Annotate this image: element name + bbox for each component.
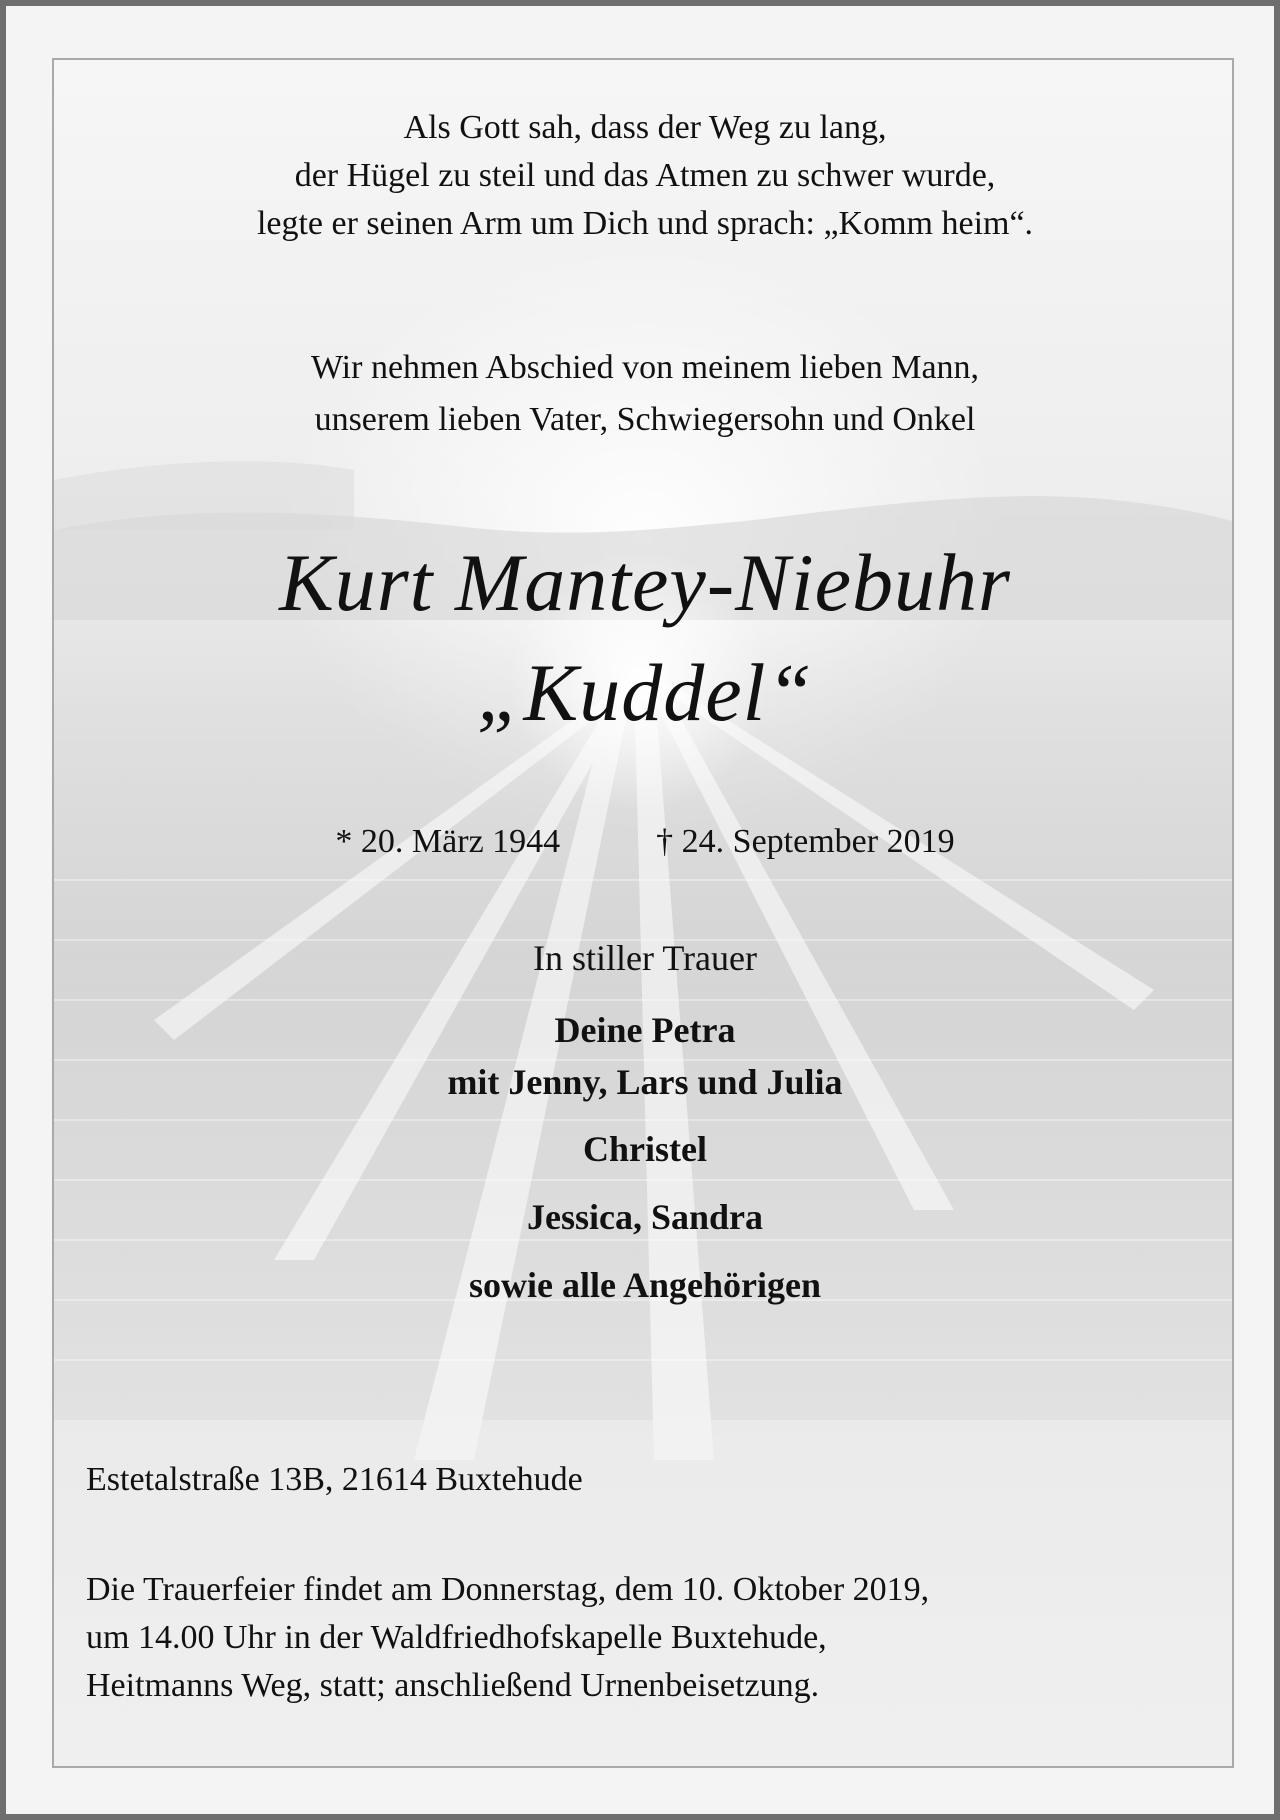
poem	[54, 104, 1234, 248]
mourning-heading: In stiller Trauer	[533, 938, 757, 978]
poem-line: der Hügel zu steil und das Atmen zu schwer wurde,	[294, 157, 996, 194]
mourner-line: mit Jenny, Lars und Julia	[447, 1062, 843, 1102]
deceased-nickname: „Kuddel“	[476, 647, 814, 738]
poem-line: Als Gott sah, dass der Weg zu lang,	[403, 109, 887, 146]
deceased-name-block	[54, 528, 1234, 748]
mourners-list	[54, 1004, 1234, 1312]
obituary-frame	[52, 58, 1234, 1768]
mourner-line: Deine Petra	[554, 1010, 736, 1050]
intro-line: unserem lieben Vater, Schwiegersohn und Onkel	[314, 401, 976, 438]
life-dates	[54, 818, 1234, 866]
mourner-line: Jessica, Sandra	[526, 1197, 764, 1237]
service-line: um 14.00 Uhr in der Waldfriedhofskapelle Buxtehude,	[86, 1619, 827, 1656]
poem-line: legte er seinen Arm um Dich und sprach: „Komm heim“.	[256, 205, 1034, 242]
farewell-intro	[54, 342, 1234, 446]
address: Estetalstraße 13B, 21614 Buxtehude	[86, 1461, 583, 1498]
service-line: Heitmanns Weg, statt; anschließend Urnenbeisetzung.	[86, 1667, 820, 1704]
mourner-line: Christel	[583, 1129, 707, 1169]
intro-line: Wir nehmen Abschied von meinem lieben Mann,	[310, 349, 980, 386]
mourner-line: sowie alle Angehörigen	[469, 1265, 821, 1305]
deceased-name: Kurt Mantey-Niebuhr	[279, 537, 1011, 628]
service-line: Die Trauerfeier findet am Donnerstag, dem 10. Oktober 2019,	[86, 1571, 930, 1608]
death-date: † 24. September 2019	[656, 823, 955, 860]
funeral-service-info	[86, 1566, 1206, 1710]
birth-date: * 20. März 1944	[335, 823, 561, 860]
